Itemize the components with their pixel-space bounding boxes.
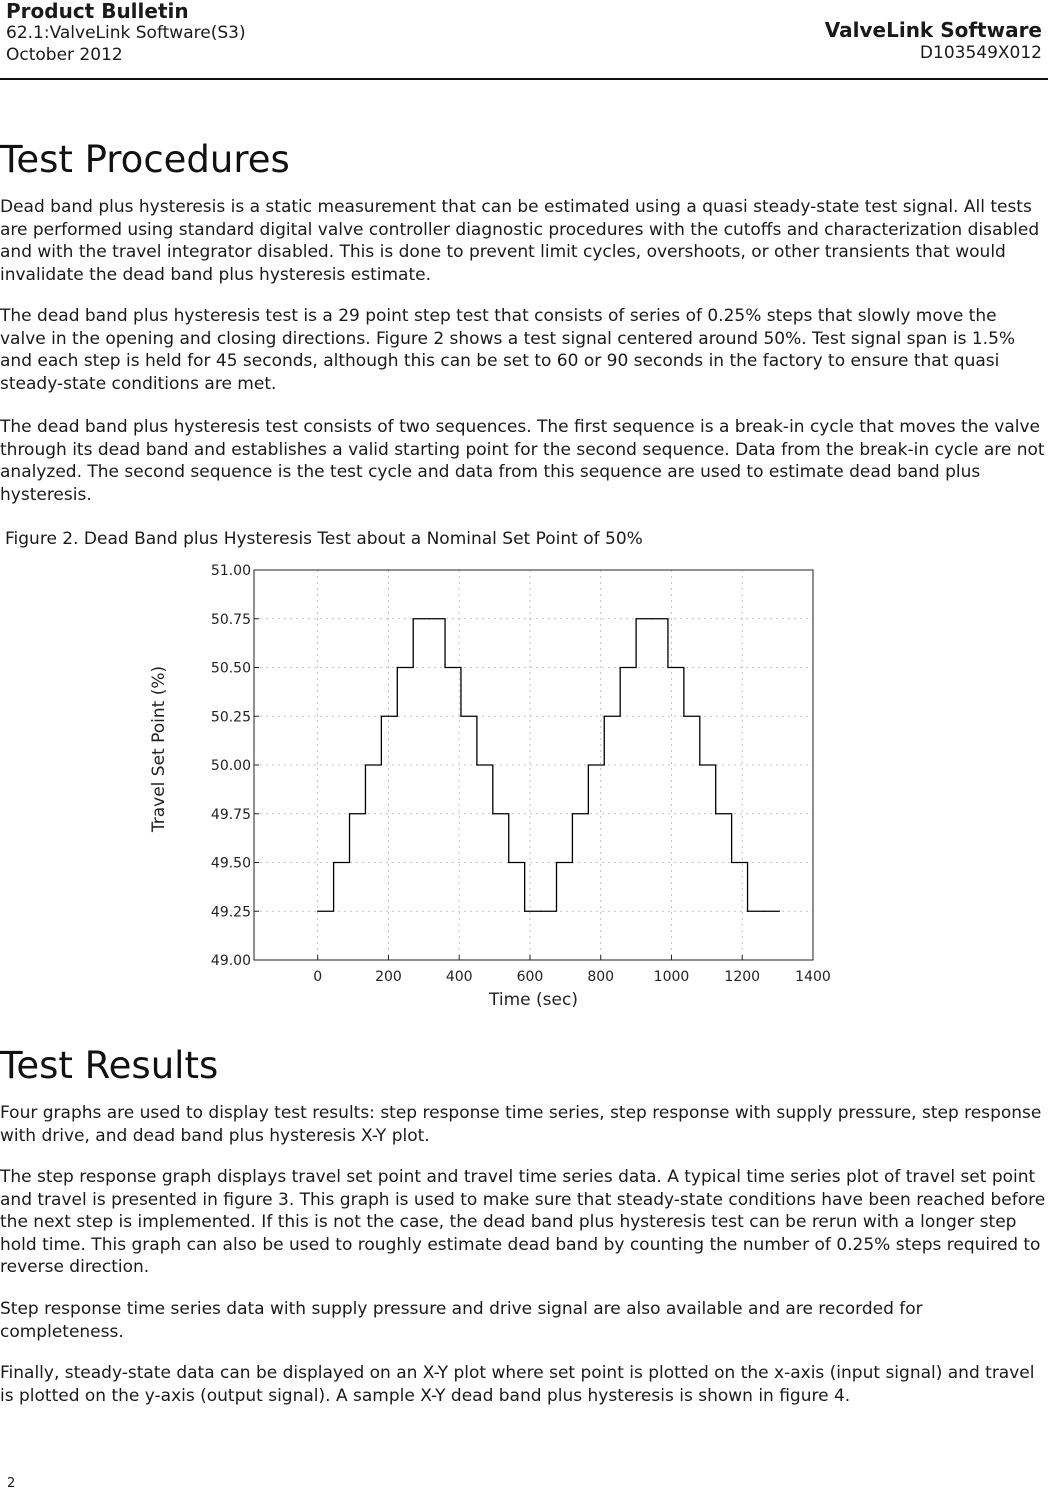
paragraph: Dead band plus hysteresis is a static measurement that can be estimated using a quasi steady-state test signal. All tests are performed using standard digital valve controller diagnostic procedures with the cutoffs and characterization disabled and with the travel integrator disabled. This is done to prevent limit cycles, overshoots, or other transients that would invalidate the dead band plus hysteresis estimate. <box>0 197 1040 285</box>
data-point <box>715 813 716 814</box>
data-point <box>333 862 334 863</box>
data-point <box>779 911 780 912</box>
data-point <box>349 813 350 814</box>
page-number: 2 <box>7 1476 16 1491</box>
x-tick-label: 1000 <box>653 969 690 985</box>
data-point <box>397 667 398 668</box>
data-point <box>604 716 605 717</box>
y-tick-label: 50.50 <box>210 660 251 677</box>
y-tick-label: 49.75 <box>210 806 251 823</box>
product-name: ValveLink Software <box>824 18 1042 42</box>
bulletin-date: October 2012 <box>6 45 123 65</box>
data-point <box>365 764 366 765</box>
data-point <box>731 862 732 863</box>
data-point <box>492 813 493 814</box>
data-point <box>413 618 414 619</box>
data-point <box>588 764 589 765</box>
data-point <box>572 813 573 814</box>
y-tick-label: 51.00 <box>210 563 251 579</box>
data-point <box>683 716 684 717</box>
header-left <box>6 0 246 66</box>
bulletin-number: 62.1:ValveLink Software(S3) <box>6 23 246 43</box>
data-point <box>699 764 700 765</box>
data-point <box>763 911 764 912</box>
bulletin-label: Product Bulletin <box>6 0 189 23</box>
y-tick-label: 49.00 <box>210 953 251 969</box>
data-point <box>651 618 652 619</box>
x-tick-label: 0 <box>313 969 323 985</box>
data-point <box>476 764 477 765</box>
y-tick-label: 49.25 <box>210 904 251 921</box>
data-point <box>620 667 621 668</box>
x-tick-label: 200 <box>375 969 402 985</box>
page-header <box>0 0 1048 80</box>
data-point <box>444 667 445 668</box>
data-point <box>540 911 541 912</box>
step-test-chart <box>140 556 860 1016</box>
y-tick-label: 50.00 <box>210 758 251 774</box>
section-title-test-procedures: Test Procedures <box>0 138 290 181</box>
paragraph: Step response time series data with supply pressure and drive signal are also available and are recorded for completeness. <box>0 1299 923 1342</box>
y-axis-label: Travel Set Point (%) <box>149 665 169 833</box>
y-tick-label: 50.25 <box>210 709 251 726</box>
data-point <box>747 911 748 912</box>
paragraph: Finally, steady-state data can be displayed on an X-Y plot where set point is plotted on the x-axis (input signal) and travel is plotted on the y-axis (output signal). A sample X-Y dead band plus hysteresis is shown in figure 4. <box>0 1363 1035 1406</box>
data-point <box>317 911 318 912</box>
figure-caption: Figure 2. Dead Band plus Hysteresis Test about a Nominal Set Point of 50% <box>5 529 643 549</box>
data-point <box>381 716 382 717</box>
y-tick-label: 50.75 <box>210 611 251 628</box>
x-tick-label: 800 <box>587 969 615 985</box>
data-point <box>460 716 461 717</box>
data-point <box>508 862 509 863</box>
data-point <box>556 862 557 863</box>
x-tick-label: 600 <box>516 969 544 985</box>
data-point <box>429 618 430 619</box>
x-tick-label: 400 <box>445 969 473 985</box>
paragraph: The dead band plus hysteresis test is a 29 point step test that consists of series of 0.25% steps that slowly move the valve in the opening and closing directions. Figure 2 shows a test signal centered around 50%. Test signal span is 1.5% and each step is held for 45 seconds, although this can be set to 60 or 90 seconds in the factory to ensure that quasi steady-state conditions are met. <box>0 306 1016 394</box>
header-right <box>825 18 1042 64</box>
x-tick-label: 1200 <box>724 969 761 985</box>
paragraph: The dead band plus hysteresis test consists of two sequences. The first sequence is a break-in cycle that moves the valve through its dead band and establishes a valid starting point for the second sequence. Data from the break-in cycle are not analyzed. The second sequence is the test cycle and data from this sequence are used to estimate dead band plus hysteresis. <box>0 417 1045 505</box>
x-axis-label: Time (sec) <box>489 990 578 1010</box>
document-id: D103549X012 <box>919 43 1042 63</box>
data-point <box>524 911 525 912</box>
paragraph: The step response graph displays travel set point and travel time series data. A typical time series plot of travel set point and travel is presented in figure 3. This graph is used to make sure that steady-state conditions have been reached before the next step is implemented. If this is not the case, the dead band plus hysteresis test can be rerun with a longer step hold time. This graph can also be used to roughly estimate dead band by counting the number of 0.25% steps required to reverse direction. <box>0 1167 1046 1277</box>
y-tick-label: 49.50 <box>210 855 251 872</box>
paragraph: Four graphs are used to display test results: step response time series, step response with supply pressure, step response with drive, and dead band plus hysteresis X-Y plot. <box>0 1103 1042 1146</box>
x-tick-label: 1400 <box>795 969 831 985</box>
section-title-test-results: Test Results <box>0 1044 219 1087</box>
data-point <box>667 667 668 668</box>
data-point <box>636 618 637 619</box>
